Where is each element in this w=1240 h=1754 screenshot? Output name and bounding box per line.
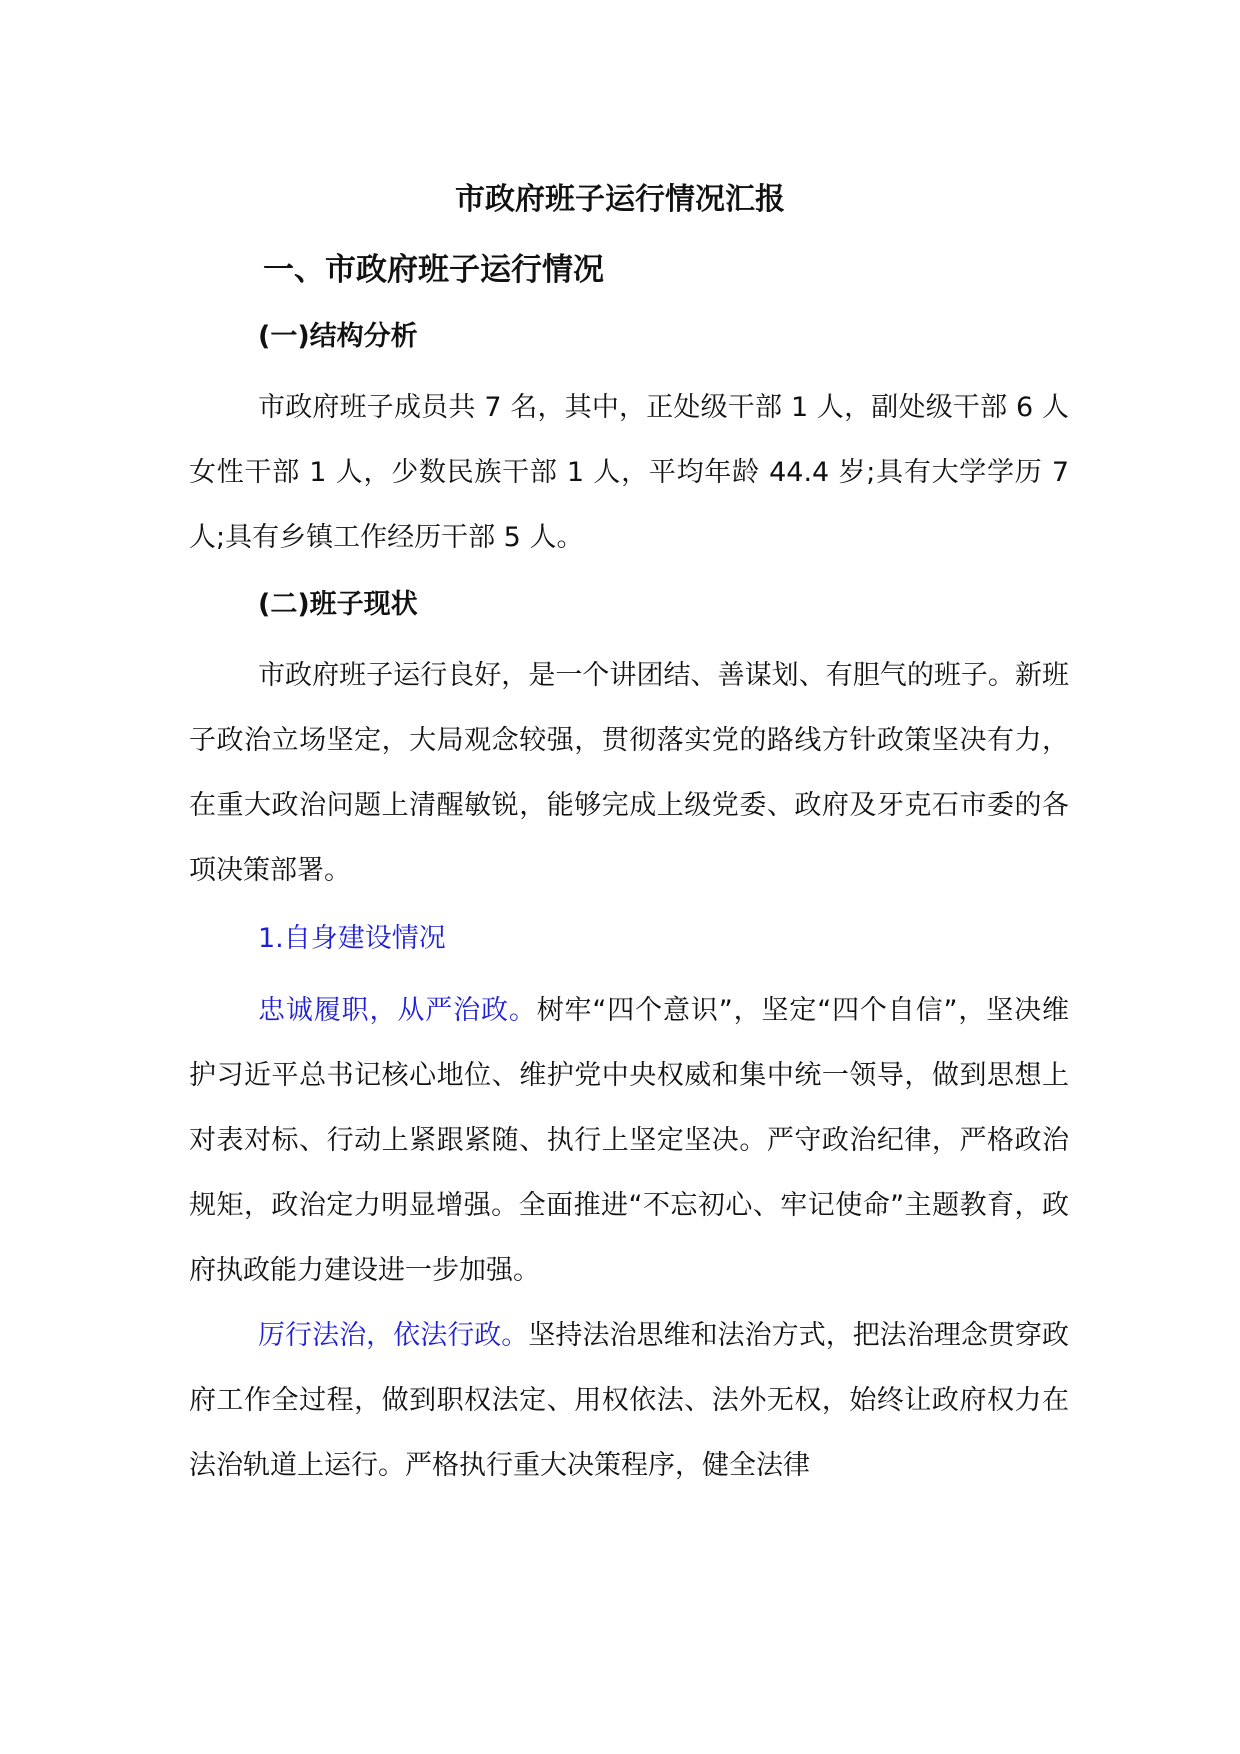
- item-heading-self-building: 1.自身建设情况: [258, 923, 446, 954]
- loyalty-paragraph: [189, 978, 1069, 1303]
- rule-of-law-lead: 厉行法治，依法行政。: [258, 1320, 529, 1351]
- status-paragraph: 市政府班子运行良好，是一个讲团结、善谋划、有胆气的班子。新班子政治立场坚定，大局观念较强，贯彻落实党的路线方针政策坚决有力，在重大政治问题上清醒敏锐，能够完成上级党委、政府及牙克石市委的各项决策部署。: [189, 660, 1069, 886]
- subsection-heading-status: (二)班子现状: [258, 589, 418, 620]
- document-title: 市政府班子运行情况汇报: [455, 182, 785, 217]
- rule-of-law-paragraph: [189, 1303, 1069, 1498]
- loyalty-body: 树牢“四个意识”，坚定“四个自信”，坚决维护习近平总书记核心地位、维护党中央权威和集中统一领导，做到思想上对表对标、行动上紧跟紧随、执行上坚定坚决。严守政治纪律，严格政治规矩，政治定力明显增强。全面推进“不忘初心、牢记使命”主题教育，政府执政能力建设进一步加强。: [189, 995, 1070, 1286]
- section-heading: 一、市政府班子运行情况: [263, 252, 604, 288]
- loyalty-lead: 忠诚履职，从严治政。: [258, 995, 537, 1026]
- structure-paragraph: 市政府班子成员共 7 名，其中，正处级干部 1 人，副处级干部 6 人女性干部 1 人，少数民族干部 1 人，平均年龄 44.4 岁;具有大学学历 7 人;具有乡镇工作经历干部 5 人。: [189, 392, 1069, 553]
- rule-of-law-body: 坚持法治思维和法治方式，把法治理念贯穿政府工作全过程，做到职权法定、用权依法、法外无权，始终让政府权力在法治轨道上运行。严格执行重大决策程序，健全法律: [189, 1320, 1070, 1481]
- subsection-heading-structure: (一)结构分析: [258, 321, 418, 352]
